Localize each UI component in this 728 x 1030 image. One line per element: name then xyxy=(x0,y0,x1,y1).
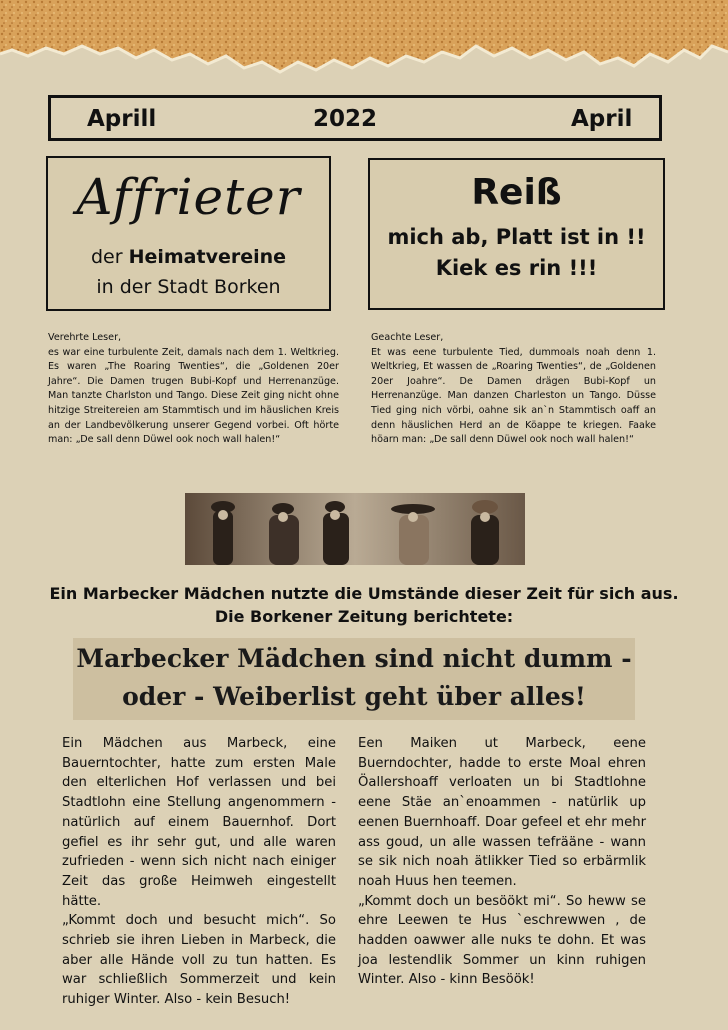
story-left-column xyxy=(62,734,336,1010)
intro-left-body: es war eine turbulente Zeit, damals nach dem 1. Weltkrieg. Es waren „The Roaring Twenties“, die „Goldenen 20er Jahre“. Die Damen trugen Bubi-Kopf und Herrenanzüge. Man tanzte Charlston und Tango. Diese Zeit ging nicht ohne hitzige Streitereien am Stammtisch und im häuslichen Kreis an der Landbevölkerung unserer Gegend vorbei. Oft hörte man: „De sall denn Düwel ook noch wall halen!“ xyxy=(48,346,339,446)
month-right: April xyxy=(571,106,633,132)
headline-line1: Ein Marbecker Mädchen nutzte die Umstände dieser Zeit für sich aus. xyxy=(49,584,679,603)
intro-right xyxy=(371,331,656,448)
intro-left xyxy=(48,331,339,448)
subtitle-line1: der Heimatvereine xyxy=(90,246,287,268)
clipping-line1: Marbecker Mädchen sind nicht dumm - xyxy=(76,644,632,673)
month-left: Aprill xyxy=(87,106,157,132)
tear-line1: mich ab, Platt ist in !! xyxy=(387,225,646,249)
photo-twenties-women xyxy=(185,493,525,565)
intro-right-salutation: Geachte Leser, xyxy=(371,332,444,343)
tear-title: Reiß xyxy=(471,172,562,213)
title-box-left xyxy=(46,156,331,311)
headline-line2: Die Borkener Zeitung berichtete: xyxy=(214,607,514,626)
torn-paper-edge xyxy=(0,0,728,80)
subtitle-line2: in der Stadt Borken xyxy=(96,276,281,298)
date-bar xyxy=(48,95,662,141)
story-left-paragraph2: „Kommt doch und besucht mich“. So schrieb sie ihren Lieben in Marbeck, die aber alle Hände voll zu tun hatten. Es war schließlich Sommerzeit und kein ruhiger Winter. Also - kein Besuch! xyxy=(62,913,336,1008)
story-right-paragraph1: Een Maiken ut Marbeck, eene Buerndochter, hadde to erste Moal ehren Öallershoaff verloaten un bi Stadtlohne eene Stäe an`enoammen - natürlik up eenen Buernhoaff. Doar gefeel et ehr mehr ass goud, un alle wassen tefrääne - wann se sik nich noah ätlikker Tied so erbärmlik noah Huus hen teemen. xyxy=(358,736,646,889)
story-left-paragraph1: Ein Mädchen aus Marbeck, eine Bauerntochter, hatte zum ersten Male den elterlichen Hof verlassen und bei Stadtlohn eine Stellung angenommern - natürlich auf einem Bauernhof. Dort gefiel es ihr sehr gut, und alle waren zufrieden - wenn sich nicht nach einiger Zeit das große Heimweh eingestellt hätte. xyxy=(62,736,336,909)
newspaper-clipping xyxy=(73,638,635,720)
tear-line2: Kiek es rin !!! xyxy=(435,256,598,280)
intro-left-salutation: Verehrte Leser, xyxy=(48,332,122,343)
story-right-column xyxy=(358,734,646,990)
subtitle-bold: Heimatvereine xyxy=(128,246,287,268)
story-right-paragraph2: „Kommt doch un besöökt mi“. So heww se ehre Leewen te Hus `eschrewwen , de hadden oawwer alle nuks te dohn. Et was joa lestendlik Sommer un kinn ruhigen Winter. Also - kinn Besöök! xyxy=(358,893,646,988)
intro-right-body: Et was eene turbulente Tied, dummoals noah denn 1. Weltkrieg, Et wassen de „Roaring Twenties“, de „Goldenen 20er Joahre“. De Damen drägen Bubi-Kopf un Herrenanzüge. Man danzen Charleston un Tango. Düsse Tied ging nich vörbi, oahne sik an`n Stammtisch oaff an denn häuslichen Herd an de Köappe te kriegen. Faake höarn man: „De sall denn Düwel ook noch wall halen!“ xyxy=(371,346,656,446)
clipping-line2: oder - Weiberlist geht über alles! xyxy=(122,682,586,711)
newsletter-title: Affrieter xyxy=(76,168,301,226)
year: 2022 xyxy=(313,106,378,132)
title-box-right xyxy=(368,158,665,310)
